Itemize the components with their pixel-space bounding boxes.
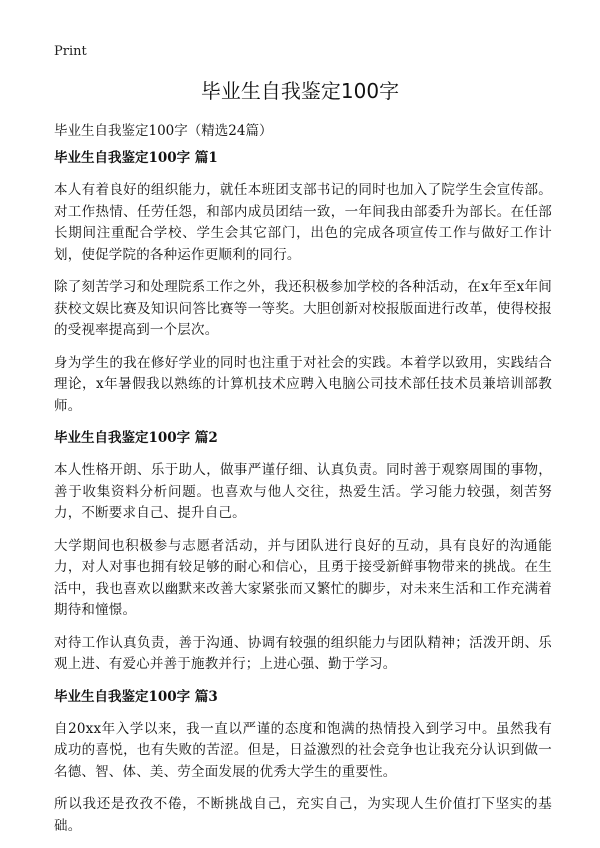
paragraph: 本人有着良好的组织能力，就任本班团支部书记的同时也加入了院学生会宣传部。对工作热情、任劳任怨，和部内成员团结一致，一年间我由部委升为部长。在任部长期间注重配合学校、学生会其它部门，出色的完成各项宣传工作与做好工作计划，使促学院的各种运作更顺利的同行。 [54,182,552,263]
print-link[interactable]: Print [54,44,87,59]
paragraph: 本人性格开朗、乐于助人，做事严谨仔细、认真负责。同时善于观察周围的事物，善于收集资料分析问题。也喜欢与他人交往，热爱生活。学习能力较强，刻苦努力，不断要求自己、提升自己。 [54,462,552,521]
paragraph: 除了刻苦学习和处理院系工作之外，我还积极参加学校的各种活动，在x年至x年间获校文娱比赛及知识问答比赛等一等奖。大胆创新对校报版面进行改革，使得校报的受视率提高到一个层次。 [54,279,552,338]
article-content [54,148,552,848]
section-heading: 毕业生自我鉴定100字 篇2 [54,430,218,446]
section-heading: 毕业生自我鉴定100字 篇3 [54,688,218,705]
page-title: 毕业生自我鉴定100字 [200,79,400,103]
section-3 [54,687,552,838]
paragraph: 大学期间也积极参与志愿者活动，并与团队进行良好的互动，具有良好的沟通能力，对人对事也拥有较足够的耐心和信心，且勇于接受新鲜事物带来的挑战。在生活中，我也喜欢以幽默来改善大家紧张而又繁忙的脚步，对未来生活和工作充满着期待和憧憬。 [54,537,552,618]
page-subtitle: 毕业生自我鉴定100字（精选24篇） [54,123,273,139]
section-heading: 毕业生自我鉴定100字 篇1 [54,150,218,166]
paragraph: 身为学生的我在修好学业的同时也注重于对社会的实践。本着学以致用，实践结合理论，x年暑假我以熟练的计算机技术应聘入电脑公司技术部任技术员兼培训部教师。 [54,354,552,414]
paragraph: 自20xx年入学以来，我一直以严谨的态度和饱满的热情投入到学习中。虽然我有成功的喜悦，也有失败的苦涩。但是，日益激烈的社会竞争也让我充分认识到做一名德、智、体、美、劳全面发展的优秀大学生的重要性。 [54,720,552,780]
paragraph: 所以我还是孜孜不倦，不断挑战自己，充实自己，为实现人生价值打下坚实的基础。 [54,796,552,834]
paragraph: 对待工作认真负责，善于沟通、协调有较强的组织能力与团队精神；活泼开朗、乐观上进、有爱心并善于施教并行；上进心强、勤于学习。 [54,634,552,672]
section-1 [54,148,552,417]
section-2 [54,428,552,676]
